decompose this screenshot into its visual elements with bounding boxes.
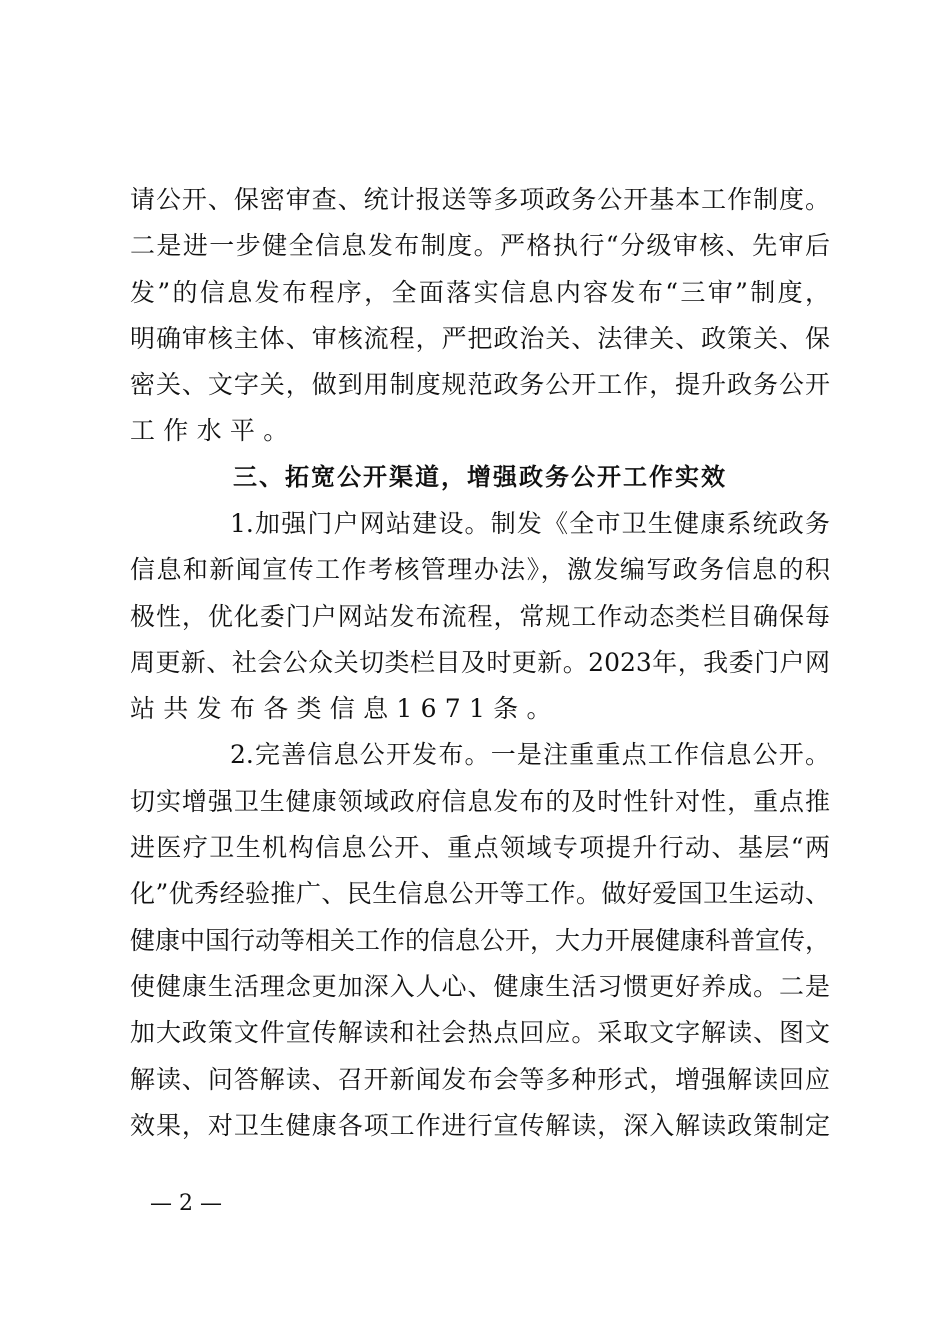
text-line: 密关、文字关，做到用制度规范政务公开工作，提升政务公开 (130, 370, 830, 399)
page-number: — 2 — (150, 1191, 222, 1216)
text-line: 明确审核主体、审核流程，严把政治关、法律关、政策关、保 (130, 324, 830, 353)
text-line: 信息和新闻宣传工作考核管理办法》，激发编写政务信息的积 (130, 555, 830, 584)
text-line: 极性，优化委门户网站发布流程，常规工作动态类栏目确保每 (130, 602, 830, 631)
text-line: 二是进一步健全信息发布制度。严格执行“分级审核、先审后 (130, 231, 830, 260)
text-line: 周更新、社会公众关切类栏目及时更新。2023年，我委门户网 (130, 648, 830, 677)
section-heading: 三、拓宽公开渠道，增强政务公开工作实效 (233, 463, 727, 491)
text-line: 1.加强门户网站建设。制发《全市卫生健康系统政务 (230, 509, 830, 538)
text-line: 请公开、保密审查、统计报送等多项政务公开基本工作制度。 (130, 185, 830, 214)
text-line: 进医疗卫生机构信息公开、重点领域专项提升行动、基层“两 (130, 833, 830, 862)
text-line: 健康中国行动等相关工作的信息公开，大力开展健康科普宣传， (130, 926, 831, 955)
text-line: 2.完善信息公开发布。一是注重重点工作信息公开。 (230, 740, 830, 769)
text-line: 工作水平。 (130, 416, 297, 445)
text-line: 发”的信息发布程序，全面落实信息内容发布“三审”制度， (130, 278, 830, 307)
text-line: 化”优秀经验推广、民生信息公开等工作。做好爱国卫生运动、 (130, 879, 830, 908)
text-line: 效果，对卫生健康各项工作进行宣传解读，深入解读政策制定 (130, 1111, 830, 1140)
text-line: 使健康生活理念更加深入人心、健康生活习惯更好养成。二是 (130, 972, 830, 1001)
text-line: 站共发布各类信息1671条。 (130, 694, 560, 723)
text-line: 加大政策文件宣传解读和社会热点回应。采取文字解读、图文 (130, 1018, 830, 1047)
text-line: 解读、问答解读、召开新闻发布会等多种形式，增强解读回应 (130, 1065, 830, 1094)
text-line: 切实增强卫生健康领域政府信息发布的及时性针对性，重点推 (130, 787, 830, 816)
